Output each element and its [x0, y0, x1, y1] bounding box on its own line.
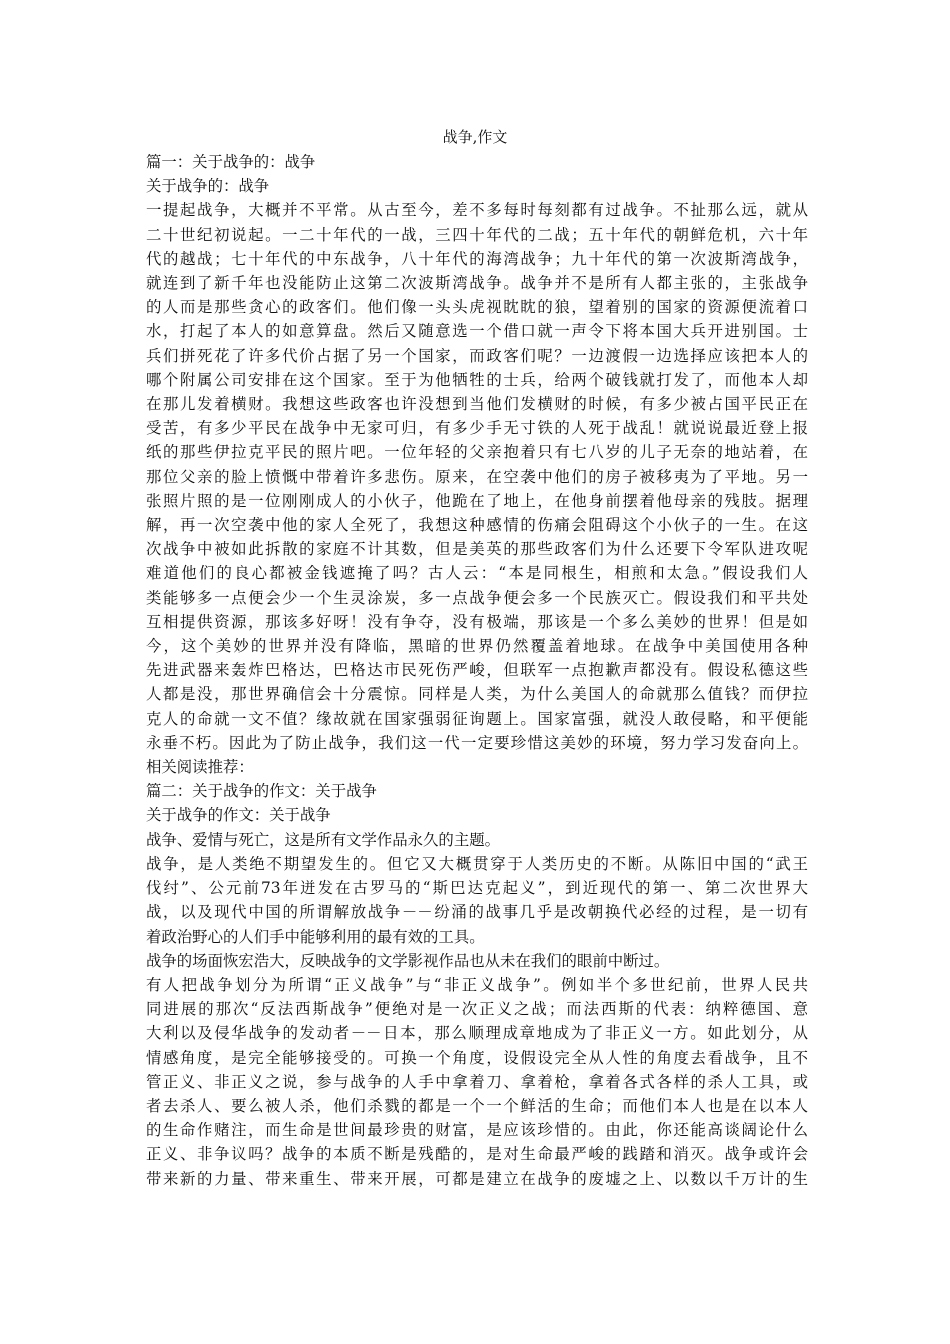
text-line: 伐纣”、公元前73年迸发在古罗马的“斯巴达克起义”，到近现代的第一、第二次世界大: [146, 879, 808, 898]
text-line: 在那儿发着横财。我想这些政客也许没想到当他们发横财的时候，有多少被占国平民正在: [146, 395, 808, 414]
text-line: 篇二：关于战争的作文：关于战争: [146, 782, 377, 801]
document-body: [146, 150, 808, 1191]
text-line: 互相提供资源，那该多好呀！没有争夺，没有极端，那该是一个多么美妙的世界！但是如: [146, 612, 808, 631]
text-line: 纸的那些伊拉克平民的照片吧。一位年轻的父亲抱着只有七八岁的儿子无奈的地站着，在: [146, 443, 808, 462]
text-line: 人都是没，那世界确信会十分震惊。同样是人类，为什么美国人的命就那么值钱？而伊拉: [146, 685, 808, 704]
text-line: 张照片照的是一位刚刚成人的小伙子，他跪在了地上，在他身前摆着他母亲的残肢。据理: [146, 491, 808, 510]
text-line: 受苦，有多少平民在战争中无家可归，有多少手无寸铁的人死于战乱！就说说最近登上报: [146, 419, 808, 438]
text-line: 永垂不朽。因此为了防止战争，我们这一代一定要珍惜这美妙的环境，努力学习发奋向上。: [146, 733, 808, 752]
text-line: 者去杀人、要么被人杀，他们杀戮的都是一个一个鲜活的生命；而他们本人也是在以本人: [146, 1096, 808, 1115]
text-line: 同进展的那次“反法西斯战争”便绝对是一次正义之战；而法西斯的代表：纳粹德国、意: [146, 1000, 808, 1019]
text-line: 哪个附属公司安排在这个国家。至于为他牺牲的士兵，给两个破钱就打发了，而他本人却: [146, 370, 808, 389]
text-line: 代的越战；七十年代的中东战争，八十年代的海湾战争；九十年代的第一次波斯湾战争，: [146, 249, 808, 268]
text-line: 那位父亲的脸上愤慨中带着许多悲伤。原来，在空袭中他们的房子被移夷为了平地。另一: [146, 467, 808, 486]
text-line: 一提起战争，大概并不平常。从古至今，差不多每时每刻都有过战争。不扯那么远，就从: [146, 201, 808, 220]
text-line: 水，打起了本人的如意算盘。然后又随意选一个借口就一声令下将本国大兵开进别国。士: [146, 322, 808, 341]
text-line: 类能够多一点便会少一个生灵涂炭，多一点战争便会多一个民族灭亡。假设我们和平共处: [146, 588, 808, 607]
text-line: 管正义、非正义之说，参与战争的人手中拿着刀、拿着枪，拿着各式各样的杀人工具，或: [146, 1072, 808, 1091]
text-line: 相关阅读推荐：: [146, 758, 254, 777]
text-line: 的生命作赌注，而生命是世间最珍贵的财富，是应该珍惜的。由此，你还能高谈阔论什么: [146, 1121, 808, 1140]
text-line: 就连到了新千年也没能防止这第二次波斯湾战争。战争并不是所有人都主张的，主张战争: [146, 274, 808, 293]
text-line: 战，以及现代中国的所谓解放战争－－纷涌的战事几乎是改朝换代必经的过程，是一切有: [146, 903, 808, 922]
text-line: 带来新的力量、带来重生、带来开展，可都是建立在战争的废墟之上、以数以千万计的生: [146, 1169, 808, 1188]
text-line: 的人而是那些贪心的政客们。他们像一头头虎视眈眈的狼，望着别的国家的资源便流着口: [146, 298, 808, 317]
text-line: 大利以及侵华战争的发动者－－日本，那么顺理成章地成为了非正义一方。如此划分，从: [146, 1024, 808, 1043]
text-line: 次战争中被如此拆散的家庭不计其数，但是美英的那些政客们为什么还要下令军队进攻呢: [146, 540, 808, 559]
text-line: 战争、爱情与死亡，这是所有文学作品永久的主题。: [146, 830, 500, 849]
text-line: 难道他们的良心都被金钱遮掩了吗？古人云：“本是同根生，相煎和太急。”假设我们人: [146, 564, 808, 583]
text-line: 二十世纪初说起。一二十年代的一战，三四十年代的二战；五十年代的朝鲜危机，六十年: [146, 225, 808, 244]
document-title: 战争,作文: [442, 128, 508, 146]
text-line: 着政治野心的人们手中能够利用的最有效的工具。: [146, 927, 485, 946]
text-line: 关于战争的作文：关于战争: [146, 806, 331, 825]
text-line: 兵们拼死花了许多代价占据了另一个国家，而政客们呢？一边渡假一边选择应该把本人的: [146, 346, 808, 365]
text-line: 克人的命就一文不值？缘故就在国家强弱征询题上。国家富强，就没人敢侵略，和平便能: [146, 709, 808, 728]
text-line: 关于战争的：战争: [146, 177, 270, 196]
text-line: 正义、非争议吗？战争的本质不断是残酷的，是对生命最严峻的践踏和消灭。战争或许会: [146, 1145, 808, 1164]
text-line: 先进武器来轰炸巴格达，巴格达市民死伤严峻，但联军一点抱歉声都没有。假设私德这些: [146, 661, 808, 680]
text-line: 情感角度，是完全能够接受的。可换一个角度，设假设完全从人性的角度去看战争，且不: [146, 1048, 808, 1067]
text-line: 解，再一次空袭中他的家人全死了，我想这种感情的伤痛会阻碍这个小伙子的一生。在这: [146, 516, 808, 535]
text-line: 有人把战争划分为所谓“正义战争”与“非正义战争”。例如半个多世纪前，世界人民共: [146, 975, 808, 994]
text-line: 今，这个美妙的世界并没有降临，黑暗的世界仍然覆盖着地球。在战争中美国使用各种: [146, 637, 808, 656]
text-line: 战争的场面恢宏浩大，反映战争的文学影视作品也从未在我们的眼前中断过。: [146, 951, 670, 970]
text-line: 战争，是人类绝不期望发生的。但它又大概贯穿于人类历史的不断。从陈旧中国的“武王: [146, 854, 808, 873]
text-line: 篇一：关于战争的：战争: [146, 153, 316, 171]
